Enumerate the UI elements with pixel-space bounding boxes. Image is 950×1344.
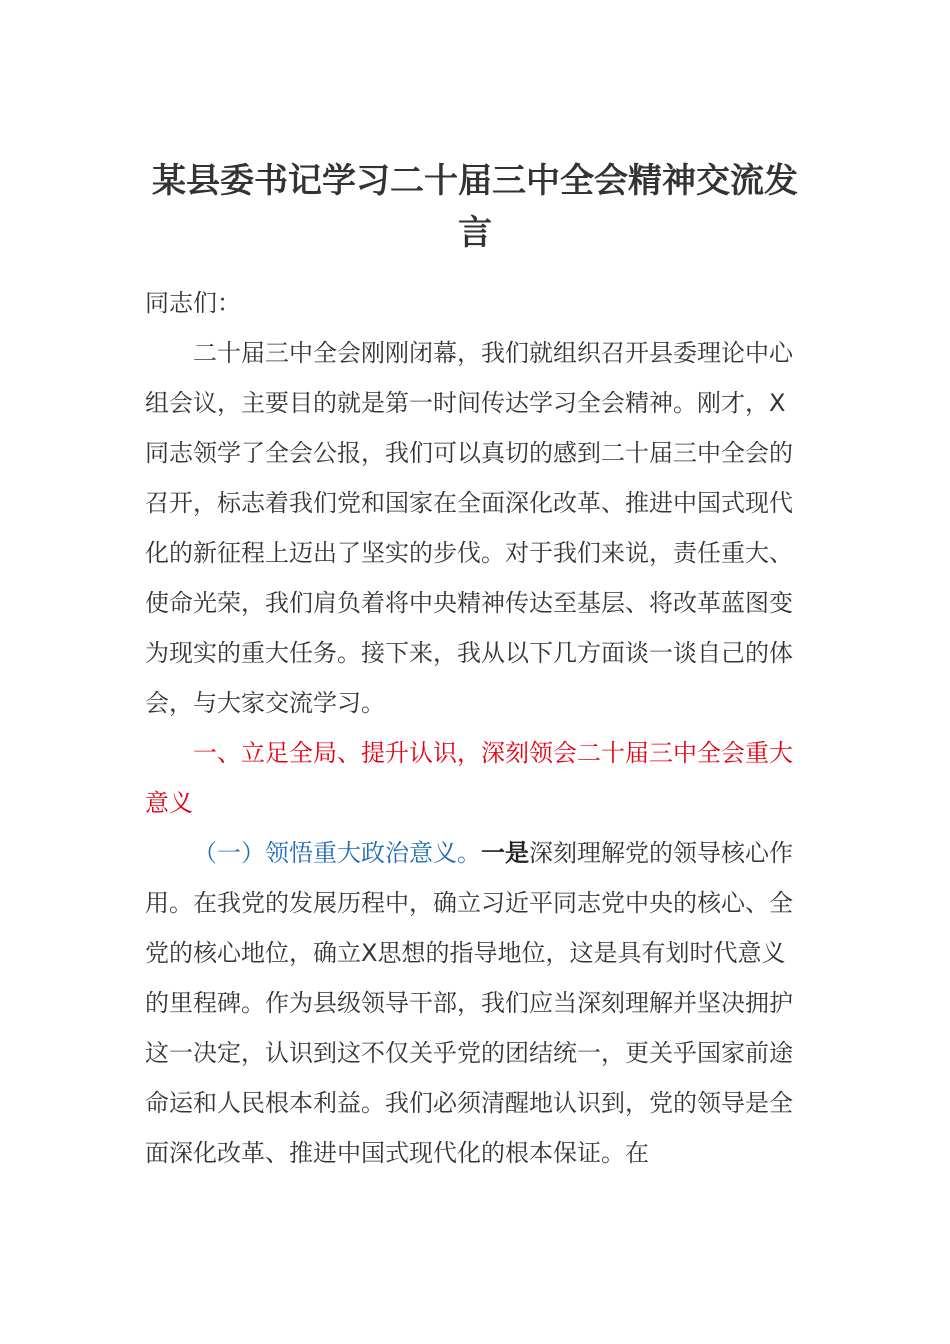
intro-paragraph: 二十届三中全会刚刚闭幕，我们就组织召开县委理论中心组会议，主要目的就是第一时间传达学习全会精神。刚才，X同志领学了全会公报，我们可以真切的感到二十届三中全会的召开，标志着我们党和国家在全面深化改革、推进中国式现代化的新征程上迈出了坚实的步伐。对于我们来说，责任重大、使命光荣，我们肩负着将中央精神传达至基层、将改革蓝图变为现实的重大任务。接下来，我从以下几方面谈一谈自己的体会，与大家交流学习。 — [145, 339, 793, 717]
salutation: 同志们： — [145, 289, 241, 317]
subsection-lead: 一是 — [481, 839, 529, 867]
subsection-text: 深刻理解党的领导核心作用。在我党的发展历程中，确立习近平同志党中央的核心、全党的核心地位，确立X思想的指导地位，这是具有划时代意义的里程碑。作为县级领导干部，我们应当深刻理解并坚决拥护这一决定，认识到这不仅关乎党的团结统一，更关乎国家前途命运和人民根本利益。我们必须清醒地认识到，党的领导是全面深化改革、推进中国式现代化的根本保证。在 — [145, 839, 793, 1167]
subsection-heading: （一）领悟重大政治意义。 — [193, 839, 481, 867]
document-title: 某县委书记学习二十届三中全会精神交流发言 — [152, 161, 798, 253]
subsection-paragraph — [145, 828, 805, 1178]
section-heading: 一、立足全局、提升认识，深刻领会二十届三中全会重大意义 — [145, 739, 793, 817]
document-body — [145, 278, 805, 1178]
